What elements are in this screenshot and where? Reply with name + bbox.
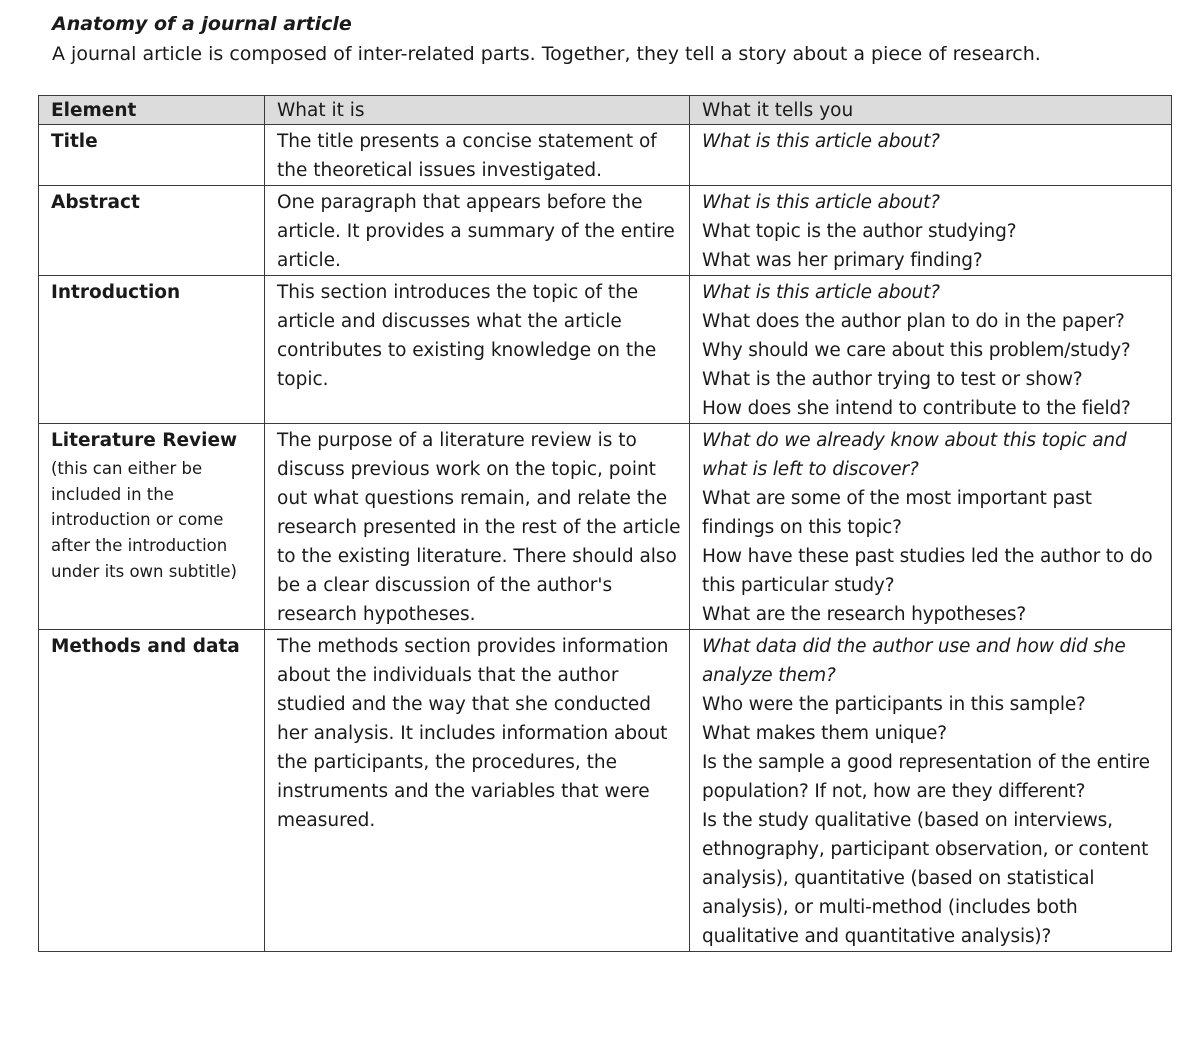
element-name: Title — [51, 131, 98, 152]
detail-question: Why should we care about this problem/study? — [702, 340, 1131, 361]
what-it-is-cell: This section introduces the topic of the article and discusses what the article contributes to existing knowledge on the topic. — [265, 276, 690, 424]
what-it-tells-cell — [690, 125, 1172, 186]
element-name: Introduction — [51, 282, 181, 303]
detail-question: What does the author plan to do in the paper? — [702, 311, 1125, 332]
table-body — [39, 125, 1172, 952]
guiding-question: What is this article about? — [702, 282, 940, 303]
what-it-is-cell: One paragraph that appears before the article. It provides a summary of the entire article. — [265, 186, 690, 276]
element-cell — [39, 424, 265, 630]
what-it-is-cell: The methods section provides information about the individuals that the author studied and the way that she conducted her analysis. It includes information about the participants, the procedures, the instruments and the variables that were measured. — [265, 630, 690, 952]
element-name: Literature Review — [51, 430, 238, 451]
detail-question: How have these past studies led the author to do this particular study? — [702, 546, 1153, 596]
what-it-tells-cell — [690, 424, 1172, 630]
guiding-question: What is this article about? — [702, 131, 940, 152]
element-note: (this can either be included in the introduction or come after the introduction under its own subtitle) — [51, 459, 237, 581]
detail-question: Who were the participants in this sample? — [702, 694, 1086, 715]
anatomy-table — [38, 95, 1172, 952]
element-cell — [39, 630, 265, 952]
detail-question: What was her primary finding? — [702, 250, 983, 271]
detail-question: What are some of the most important past findings on this topic? — [702, 488, 1092, 538]
element-name: Abstract — [51, 192, 140, 213]
element-cell — [39, 186, 265, 276]
detail-question: How does she intend to contribute to the field? — [702, 398, 1131, 419]
element-name: Methods and data — [51, 636, 240, 657]
header-what-it-tells-you: What it tells you — [690, 96, 1172, 125]
detail-question: What topic is the author studying? — [702, 221, 1017, 242]
what-it-tells-cell — [690, 630, 1172, 952]
what-it-tells-cell — [690, 276, 1172, 424]
header-what-it-is: What it is — [265, 96, 690, 125]
what-it-tells-cell — [690, 186, 1172, 276]
guiding-question: What do we already know about this topic and what is left to discover? — [702, 430, 1127, 480]
detail-question: Is the study qualitative (based on interviews, ethnography, participant observation, or content analysis), quantitative (based on statistical analysis), or multi-method (includes both qualitative and quantitative analysis)? — [702, 810, 1149, 947]
detail-question: What are the research hypotheses? — [702, 604, 1027, 625]
document-subtitle: A journal article is composed of inter-related parts. Together, they tell a story about a piece of research. — [52, 43, 1041, 65]
what-it-is-cell: The title presents a concise statement of the theoretical issues investigated. — [265, 125, 690, 186]
table-row — [39, 125, 1172, 186]
table-header-row — [39, 96, 1172, 125]
table-row — [39, 630, 1172, 952]
detail-question: What is the author trying to test or show? — [702, 369, 1083, 390]
guiding-question: What is this article about? — [702, 192, 940, 213]
detail-question: Is the sample a good representation of the entire population? If not, how are they different? — [702, 752, 1150, 802]
element-cell — [39, 276, 265, 424]
table-row — [39, 424, 1172, 630]
table-row — [39, 186, 1172, 276]
element-cell — [39, 125, 265, 186]
guiding-question: What data did the author use and how did she analyze them? — [702, 636, 1126, 686]
header-element: Element — [39, 96, 265, 125]
table-row — [39, 276, 1172, 424]
document-title: Anatomy of a journal article — [52, 13, 352, 35]
detail-question: What makes them unique? — [702, 723, 947, 744]
what-it-is-cell: The purpose of a literature review is to discuss previous work on the topic, point out what questions remain, and relate the research presented in the rest of the article to the existing literature. There should also be a clear discussion of the author's research hypotheses. — [265, 424, 690, 630]
